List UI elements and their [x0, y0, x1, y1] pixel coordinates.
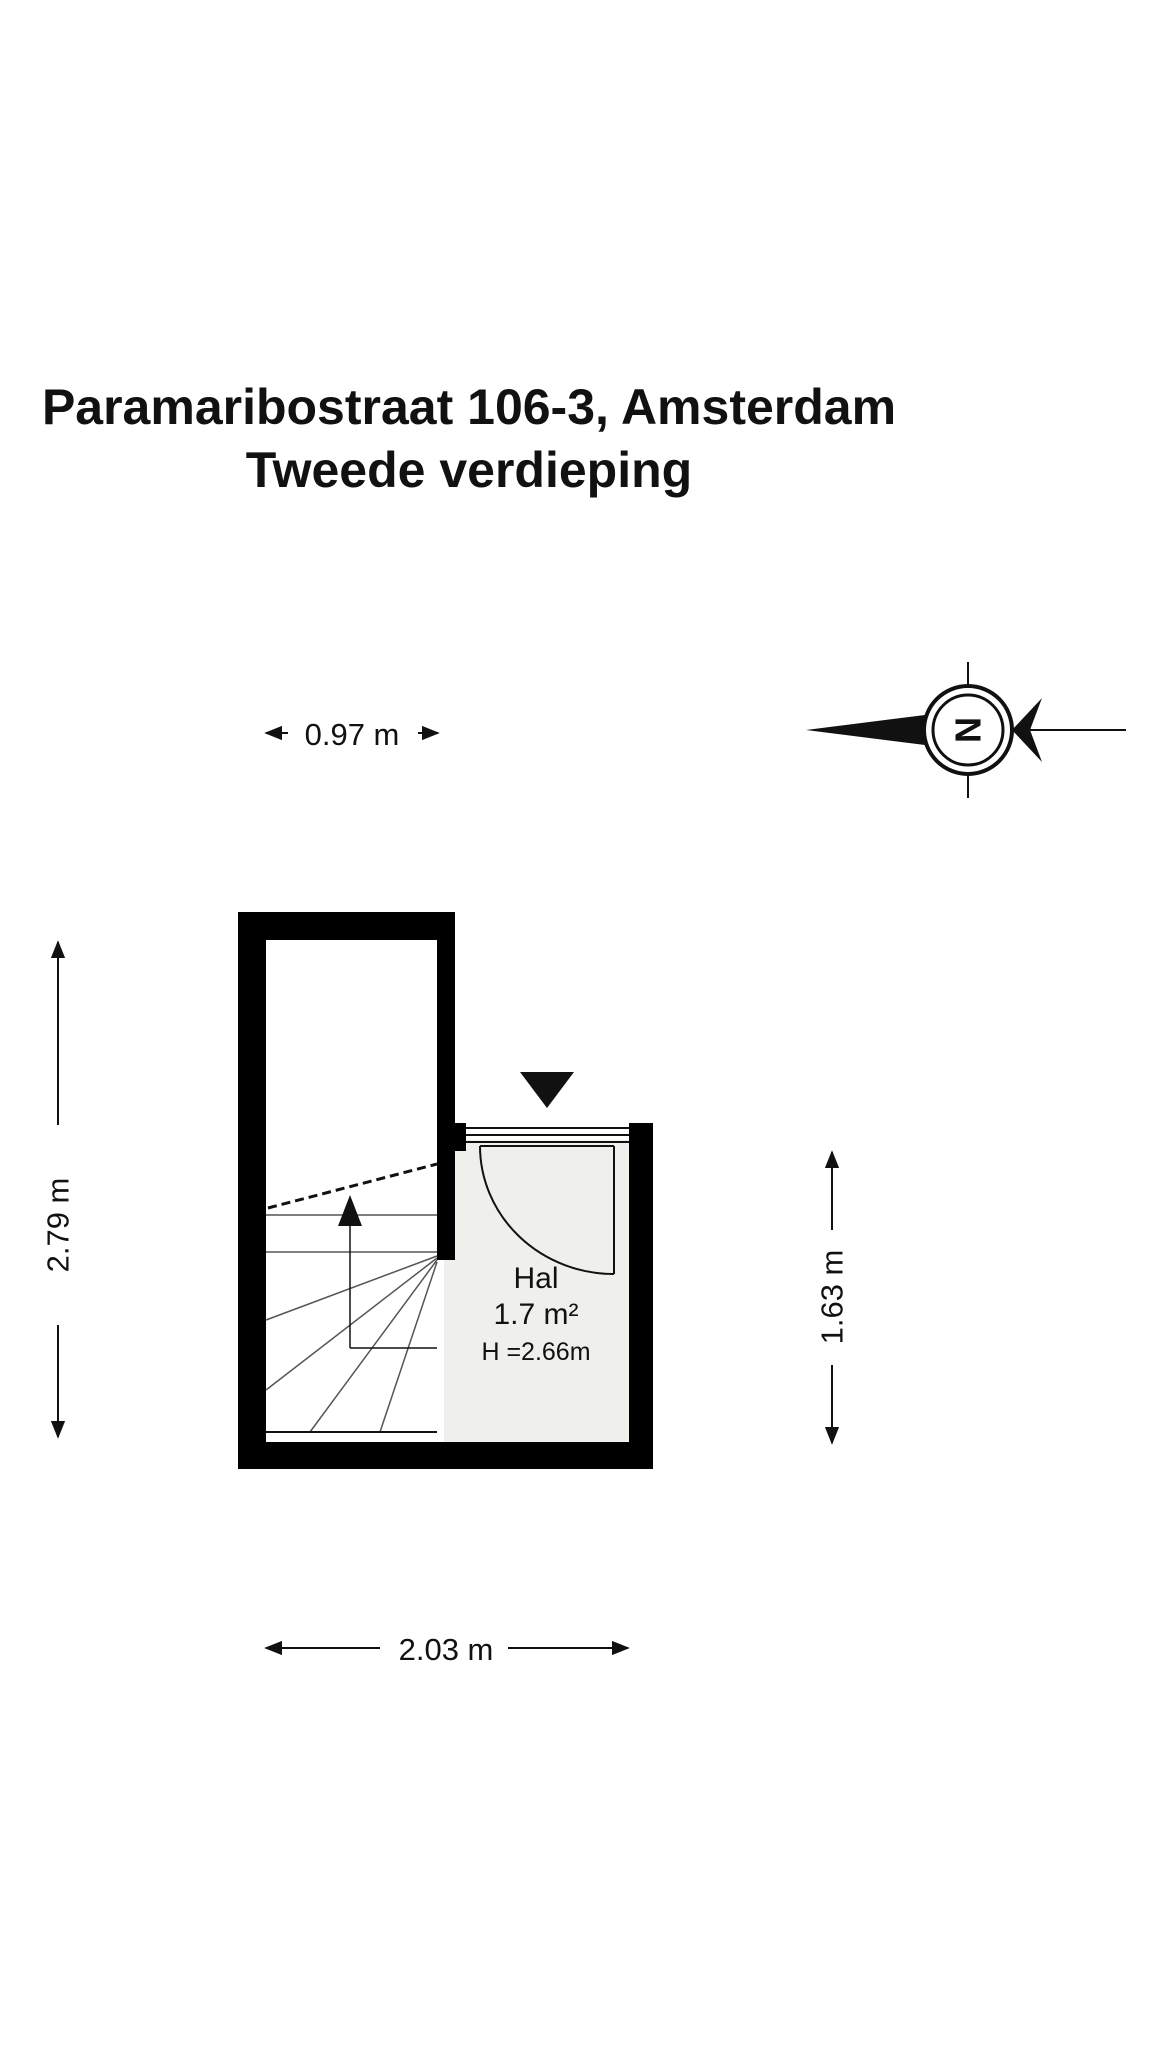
plan-title: Paramaribostraat 106-3, Amsterdam: [41, 379, 897, 435]
wall-top: [238, 912, 455, 940]
wall-bottom: [238, 1442, 653, 1469]
wall-left: [238, 912, 266, 1469]
room-name: Hal: [513, 1262, 559, 1295]
plan-subtitle: Tweede verdieping: [245, 442, 693, 498]
entrance-marker-icon: [520, 1072, 574, 1108]
stair-cut-line: [268, 1164, 437, 1208]
dimension-right-height: [815, 1152, 850, 1443]
dimension-label-right: 1.63 m: [814, 1249, 850, 1345]
compass: [806, 662, 1126, 798]
room-area: 1.7 m²: [493, 1298, 579, 1331]
dimension-label-bottom: 2.03 m: [398, 1632, 494, 1667]
wall-door-jamb: [455, 1123, 466, 1151]
dimension-bottom-width: [266, 1632, 628, 1667]
stair-direction-arrow-icon: [338, 1195, 362, 1226]
compass-north-label: N: [947, 717, 989, 743]
wall-right: [629, 1123, 653, 1469]
staircase: [266, 1215, 437, 1432]
dimension-top-width: [266, 717, 438, 752]
wall-stair-divider: [437, 912, 455, 1260]
dimension-left-height: [41, 942, 76, 1437]
room-height: H =2.66m: [481, 1338, 591, 1366]
compass-needle-left: [806, 715, 925, 745]
dimension-label-left: 2.79 m: [40, 1177, 76, 1273]
dimension-label-top: 0.97 m: [304, 717, 400, 752]
